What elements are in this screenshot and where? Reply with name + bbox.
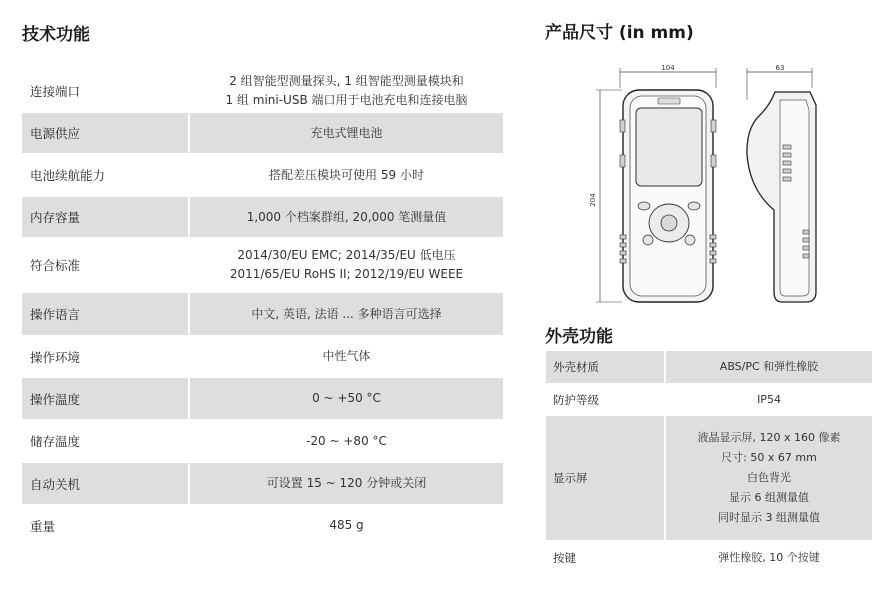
shell-spec-value-line: 显示 6 组测量值 bbox=[729, 491, 809, 504]
tech-spec-value-line: 2011/65/EU RoHS II; 2012/19/EU WEEE bbox=[229, 267, 464, 281]
tech-spec-value-line: 1 组 mini-USB 端口用于电池充电和连接电脑 bbox=[225, 92, 468, 107]
tech-spec-row bbox=[22, 154, 503, 197]
shell-spec-value bbox=[666, 548, 872, 568]
tech-spec-value bbox=[190, 124, 503, 143]
depth-dimension-label: 63 bbox=[775, 64, 785, 72]
dimensions-section-title: 产品尺寸 (in mm) bbox=[545, 23, 694, 43]
shell-spec-label: 防护等级 bbox=[546, 384, 666, 415]
tech-spec-value bbox=[190, 166, 503, 185]
shell-spec-label: 显示屏 bbox=[546, 416, 666, 540]
tech-spec-label: 自动关机 bbox=[22, 463, 190, 504]
tech-spec-value bbox=[190, 432, 503, 451]
tech-spec-value bbox=[190, 305, 503, 324]
tech-spec-value-line: 485 g bbox=[329, 518, 364, 532]
shell-section-title: 外壳功能 bbox=[545, 327, 613, 347]
shell-spec-value-line: ABS/PC 和弹性橡胶 bbox=[719, 360, 819, 373]
shell-spec-value-line: 同时显示 3 组测量值 bbox=[718, 511, 820, 524]
tech-spec-row bbox=[22, 293, 503, 336]
shell-spec-value-line: 白色背光 bbox=[747, 471, 791, 484]
tech-spec-value bbox=[190, 516, 503, 535]
tech-spec-row bbox=[22, 197, 503, 238]
tech-spec-value bbox=[190, 208, 503, 227]
tech-spec-value-line: 充电式锂电池 bbox=[310, 125, 383, 140]
tech-spec-row bbox=[22, 505, 503, 547]
tech-spec-value-line: -20 ~ +80 °C bbox=[306, 433, 387, 448]
tech-spec-value bbox=[190, 474, 503, 493]
tech-section-title: 技术功能 bbox=[22, 25, 90, 45]
tech-spec-label: 符合标准 bbox=[22, 238, 190, 292]
tech-spec-value bbox=[190, 389, 503, 408]
shell-spec-value-line: 液晶显示屏, 120 x 160 像素 bbox=[697, 431, 841, 444]
shell-spec-value bbox=[666, 390, 872, 410]
tech-spec-value bbox=[190, 347, 503, 366]
tech-spec-label: 储存温度 bbox=[22, 420, 190, 462]
tech-spec-value-line: 搭配差压模块可使用 59 小时 bbox=[269, 167, 424, 182]
shell-spec-row bbox=[546, 351, 872, 384]
tech-spec-value-line: 2 组智能型测量探头, 1 组智能型测量模块和 bbox=[229, 73, 464, 88]
shell-spec-label: 按键 bbox=[546, 541, 666, 575]
tech-spec-value-line: 可设置 15 ~ 120 分钟或关闭 bbox=[266, 476, 427, 490]
tech-spec-row bbox=[22, 69, 503, 113]
tech-spec-value-line: 中文, 英语, 法语 ... 多种语言可选择 bbox=[251, 306, 442, 321]
shell-spec-value-line: IP54 bbox=[757, 392, 781, 406]
tech-spec-row bbox=[22, 463, 503, 505]
tech-spec-row bbox=[22, 420, 503, 463]
tech-spec-value bbox=[190, 72, 503, 110]
shell-spec-row bbox=[546, 384, 872, 416]
tech-spec-label: 操作温度 bbox=[22, 378, 190, 419]
tech-spec-value-line: 0 ~ +50 °C bbox=[312, 391, 381, 405]
tech-spec-label: 连接端口 bbox=[22, 69, 190, 112]
tech-spec-value-line: 1,000 个档案群组, 20,000 笔测量值 bbox=[246, 209, 447, 224]
tech-spec-value-line: 中性气体 bbox=[322, 349, 371, 363]
shell-spec-row bbox=[546, 416, 872, 541]
tech-spec-label: 电源供应 bbox=[22, 113, 190, 153]
width-dimension-label: 104 bbox=[661, 64, 675, 72]
tech-spec-row bbox=[22, 378, 503, 420]
shell-spec-value-line: 弹性橡胶, 10 个按键 bbox=[718, 551, 820, 564]
shell-spec-row bbox=[546, 541, 872, 576]
shell-spec-value bbox=[666, 357, 872, 377]
tech-spec-label: 操作语言 bbox=[22, 293, 190, 335]
tech-spec-label: 操作环境 bbox=[22, 336, 190, 377]
shell-spec-value bbox=[666, 428, 872, 528]
tech-spec-value-line: 2014/30/EU EMC; 2014/35/EU 低电压 bbox=[237, 248, 456, 262]
tech-spec-label: 内存容量 bbox=[22, 197, 190, 237]
height-dimension-label: 204 bbox=[589, 193, 597, 207]
tech-spec-label: 电池续航能力 bbox=[22, 154, 190, 196]
shell-spec-table bbox=[546, 351, 872, 576]
tech-spec-row bbox=[22, 113, 503, 154]
tech-spec-row bbox=[22, 336, 503, 378]
shell-spec-label: 外壳材质 bbox=[546, 351, 666, 383]
shell-spec-value-line: 尺寸: 50 x 67 mm bbox=[721, 451, 817, 464]
tech-spec-row bbox=[22, 238, 503, 293]
tech-spec-table bbox=[22, 69, 503, 547]
tech-spec-label: 重量 bbox=[22, 505, 190, 546]
tech-spec-value bbox=[190, 246, 503, 284]
product-dimension-drawing bbox=[580, 60, 850, 310]
